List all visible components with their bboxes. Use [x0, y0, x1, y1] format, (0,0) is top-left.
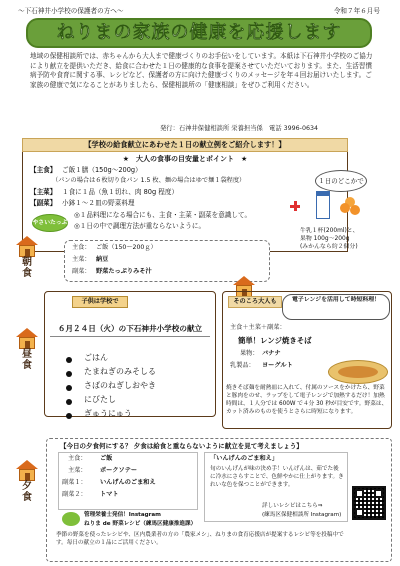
- dinner-staple: ご飯: [100, 455, 113, 462]
- house-icon: [16, 460, 38, 482]
- qr-code[interactable]: [352, 486, 386, 520]
- breakfast-main-key: 主菜：: [72, 256, 91, 263]
- header-audience: ～下石神井小学校の保護者の方へ～: [18, 7, 124, 15]
- microwave-bubble-text: 電子レンジを活用して時短料理！: [291, 297, 381, 303]
- dinner-staple-key: 主食：: [68, 455, 87, 462]
- house-icon: [16, 328, 38, 350]
- bullet: [66, 371, 72, 377]
- fruit-value: バナナ: [262, 350, 281, 357]
- adult-meal-dish: 簡単！レンジ焼きそば: [238, 336, 312, 345]
- breakfast-label: 朝食: [22, 257, 32, 279]
- instagram-headline: 管理栄養士発信！Instagram: [84, 512, 161, 518]
- breakfast-staple: ご飯（150〜200ｇ）: [96, 244, 157, 251]
- lunch-dish: ごはん: [84, 353, 108, 362]
- guide-value-staple-alt: （パンの場合は６枚切り食パン 1.5 枚、麺の場合はゆで麺１袋程度）: [52, 177, 246, 184]
- intro-text: 地域の保健相談所では、赤ちゃんから大人まで健康づくりのお手伝いをしています。本紙は下石神井小学校のご協力により献立を提供いただき、給食に合わせた１日の健康的な食事を提案させていただいております。また、生活習慣病予防や食育に関する事、レシピなど、保護者の方に向けた健康づくりのメッセージを年４回お届けいたします。ご家族の健康で気になることがありましたら、保健相談所の「健康相談」をぜひご利用ください。: [30, 52, 373, 89]
- guide-point-2: ◎１日の中で調理方法が重ならないように。: [74, 222, 206, 230]
- guide-value-staple: ご飯１膳（150g〜200g）: [62, 166, 142, 174]
- header-issue-date: 令和７年６月号: [333, 7, 380, 15]
- one-day-bubble-text: １日のどこかで: [318, 177, 364, 185]
- plus-icon: [290, 201, 300, 211]
- yakisoba-noodles: [338, 366, 378, 378]
- guide-label-staple: 【主食】: [30, 166, 57, 174]
- meal-guide-subtitle: ★ 大人の食事の目安量とポイント ★: [122, 155, 248, 163]
- house-icon: [16, 236, 38, 258]
- instagram-footer: 季節の野菜を使ったレシピや、区内農業者の方の「農家メシ」、ねりまの食育応援店が提案するレシピ等を投稿中です。毎日の献立の１品にご活用ください。: [56, 532, 344, 547]
- recipe-title: 「いんげんのごま和え」: [210, 455, 279, 462]
- lunch-dish: にびたし: [84, 395, 116, 404]
- school-lunch-date: ６月２４日（火）の下石神井小学校の献立: [57, 324, 203, 333]
- fruit-key: 果物：: [240, 350, 259, 357]
- adult-tag-label: そのころ大人も: [233, 298, 277, 305]
- instagram-logo-icon: [62, 512, 80, 526]
- lunch-label: 昼食: [22, 349, 32, 371]
- veggie-badge-label: やさいたっぷり: [32, 220, 68, 244]
- guide-value-main: １食に１品（魚１切れ、肉 80g 程度）: [62, 188, 179, 196]
- instagram-account: ねりま de 野菜レシピ（練馬区健康推進課）: [84, 521, 197, 527]
- dairy-value: ヨーグルト: [262, 362, 293, 369]
- guide-label-side: 【副菜】: [30, 199, 57, 207]
- section-title: 【学校の給食献立にあわせた１日の献立例をご紹介します！】: [84, 140, 286, 149]
- breakfast-side: 野菜たっぷりみそ汁: [96, 268, 152, 275]
- dinner-main: ポークソテー: [100, 467, 138, 474]
- issuer-line: 発行：石神井保健相談所 栄養担当係 電話 3996-0634: [160, 125, 318, 132]
- breakfast-main: 納豆: [96, 256, 109, 263]
- dinner-side1: いんげんのごま和え: [100, 479, 156, 486]
- lunch-dish: さばのねぎしおやき: [84, 381, 156, 390]
- school-tag-label: 子供は学校で: [81, 298, 119, 305]
- bullet: [66, 399, 72, 405]
- dinner-heading: 【今日の夕食何にする？ 夕食は給食と重ならないように献立を見て考えましょう】: [60, 442, 303, 450]
- adult-meal-head: 主食＋主菜＋副菜：: [230, 324, 286, 331]
- dinner-side2-key: 副菜２：: [62, 491, 87, 498]
- lunch-dish: ぎゅうにゅう: [84, 409, 132, 418]
- milk-carton-icon: [316, 195, 330, 219]
- adult-meal-note: 焼きそば麺を耐熱皿に入れて、付属のソースをかけたら、野菜と豚肉をのせ、ラップをして電子レンジで加熱するだけ！加熱時間は、１人分では 600W で４分 30 秒が目安です。野菜は、カット済みのものを使うとさらに時短になります。: [226, 385, 388, 416]
- recipe-source: (練馬区保健相談所 Instagram): [262, 512, 342, 518]
- fruit-icon: [340, 203, 350, 213]
- milk-fruit-note: 牛乳１杯(200ml)と、 果物 100g〜200g (みかんなら約２個分): [300, 228, 359, 250]
- recipe-link[interactable]: 詳しいレシピはこちら⇒: [262, 503, 323, 509]
- bullet: [66, 385, 72, 391]
- school-lunch-box: [44, 291, 216, 417]
- dairy-key: 乳製品：: [230, 362, 255, 369]
- bullet: [66, 413, 72, 419]
- guide-label-main: 【主菜】: [30, 188, 57, 196]
- dinner-label: 夕食: [22, 481, 32, 503]
- divider: [50, 336, 210, 337]
- page-title: ねりまの家族の健康を応援します: [56, 22, 342, 43]
- recipe-body: 旬のいんげんが味の決め手！いんげんは、茹でた後に冷水にさらすことで、色鮮やかに仕上がります。きれいな色を保つことができます。: [210, 466, 344, 488]
- fruit-icon: [350, 205, 360, 215]
- guide-value-side: 小鉢１～２皿の野菜料理: [62, 199, 135, 207]
- dinner-side1-key: 副菜１：: [62, 479, 87, 486]
- dinner-side2: トマト: [100, 491, 119, 498]
- breakfast-side-key: 副菜：: [72, 268, 91, 275]
- guide-point-1: ◎１品料理になる場合にも、主食・主菜・副菜を意識して。: [74, 211, 252, 219]
- bullet: [66, 357, 72, 363]
- dinner-main-key: 主菜：: [68, 467, 87, 474]
- lunch-dish: たまねぎのみそしる: [84, 367, 156, 376]
- breakfast-staple-key: 主食：: [72, 244, 91, 251]
